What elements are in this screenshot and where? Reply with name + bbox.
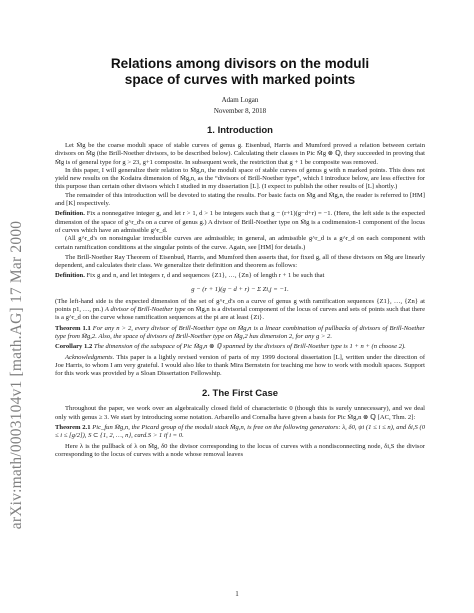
paragraph-6-b: on M̄g,n is a divisorial component of the locus of curves and sets of points such that there is a g^r_d on the curve whose ramification sequences at the pi are at least {Zi}. [55, 306, 425, 322]
paper-title [55, 56, 425, 88]
section-heading-first-case: 2. The First Case [201, 388, 279, 400]
paragraph-6-emphasis: A divisor of Brill-Noether type [104, 306, 186, 314]
arxiv-sidebar [6, 180, 28, 570]
theorem-2-1 [55, 424, 425, 441]
acknowledgments-label: Acknowledgments. [65, 353, 115, 361]
paragraph-4: (All g^r_d's on nonsingular irreducible curves are admissible; in general, an admissible g^r_d is a g^r_d on each component with certain ramification conditions at the singular points of the curve. Again, see [HM] for details.) [55, 235, 425, 251]
definition-1 [55, 210, 425, 235]
paragraph-2: In this paper, I will generalize their relation to M̄g,n, the moduli space of stable curves of genus g with n marked points. This does not yield new results on the Kodaira dimension of M̄g,n, as the “divisors of Brill-Noether type”, which I introduce below, are less effective for this purpose than certain other divisors which I studied in my dissertation [L]. (I expect to publish the other results of [L] shortly.) [55, 166, 425, 191]
paragraph-8: Here λ is the pullback of λ on M̄g, δ0 the divisor corresponding to the locus of curves with a nondisconnecting node, δi,S the divisor corresponding to the locus of curves with a node whose removal leaves [55, 442, 425, 458]
definition-1-label: Definition. [55, 210, 85, 218]
acknowledgments [55, 354, 425, 379]
section-heading-introduction: 1. Introduction [207, 125, 273, 136]
author: Adam Logan [221, 96, 259, 104]
theorem-2-1-label: Theorem 2.1 [55, 424, 91, 432]
theorem-2-1-text: Pic_fun M̄g,n, the Picard group of the moduli stack M̄g,n, is free on the following generators: λ, δ0, ψi (1 ≤ i ≤ n), and δi,S (0 ≤ i ≤ [g/2]), S ⊂ {1, 2, …, n}, card.S > 1 if i = 0. [55, 424, 425, 440]
definition-2-text: Fix g and n, and let integers r, d and sequences {Z1}, …, {Zn} of length r + 1 be such that [86, 272, 325, 280]
theorem-1-1-text: For any n > 2, every divisor of Brill-Noether type on M̄g,n is a linear combination of pullbacks of divisors of Brill-Noether type from M̄g,2. Also, the space of divisors of Brill-Noether type on M̄g,2 has dimension 2, for any g > 2. [55, 324, 425, 340]
paper-page [55, 0, 425, 459]
definition-2-label: Definition. [55, 272, 85, 280]
definition-1-text: Fix a nonnegative integer g, and let r > 1, d > 1 be integers such that g − (r+1)(g−d+r) = −1. (Here, the left side is the expected dimension of the space of g^r_d's on a curve of genus g.) A divisor of Brill-Noether type on M̄g is a codimension-1 component of the locus of curves which have an admissible g^r_d. [55, 210, 425, 234]
paragraph-3: The remainder of this introduction will be devoted to stating the results. For basic facts on M̄g and M̄g,n, the reader is referred to [HM] and [K] respectively. [55, 191, 425, 208]
arxiv-identifier: arXiv:math/0003104v1 [math.AG] 17 Mar 2000 [8, 220, 26, 530]
corollary-1-2-label: Corollary 1.2 [55, 343, 93, 351]
corollary-1-2-text: The dimension of the subspace of Pic M̄g,n ⊗ ℚ spanned by the divisors of Brill-Noether type is 1 + n + (n choose 2). [93, 343, 406, 351]
date: November 8, 2018 [213, 107, 267, 115]
acknowledgments-text: This paper is a lightly revised version of parts of my 1999 doctoral dissertation [L], written under the direction of Joe Harris, to whom I am very grateful. I would also like to thank Mira Bernstein for teaching me how to work with moduli spaces. Support for this work was provided by a Sloan Dissertation Fellowship. [55, 353, 426, 378]
title-line-1: Relations among divisors on the moduli [110, 56, 370, 71]
paragraph-6-a: (The left-hand side is the expected dimension of the set of g^r_d's on a curve of genus g with ramification sequences {Z1}, …, {Zn} at points p1, …, pn.) [55, 297, 425, 314]
paragraph-7: Throughout the paper, we work over an algebraically closed field of characteristic 0 (though this is surely unnecessary), and we deal only with genus ≥ 3. We start by introducing some notation. Arbarello and Cornalba have given a basis for Pic M̄g,n ⊗ ℚ [AC, Thm. 2]: [55, 405, 425, 421]
paragraph-6 [55, 298, 425, 323]
theorem-1-1 [55, 325, 425, 342]
display-equation: g − (r + 1)(g − d + r) − Σ Zi,j = −1. [191, 285, 289, 293]
theorem-1-1-label: Theorem 1.1 [55, 324, 91, 332]
title-line-2: space of curves with marked points [124, 72, 356, 87]
paragraph-1: Let M̄g be the coarse moduli space of stable curves of genus g. Eisenbud, Harris and Mumford proved a relation between certain divisors on M̄g (the Brill-Noether divisors, to be described below). Calculating their classes in Pic M̄g ⊗ ℚ, they succeeded in proving that M̄g is of general type for g > 23, g+1 composite. In subsequent work, the restriction that g + 1 be composite was removed. [55, 142, 425, 166]
corollary-1-2 [55, 343, 425, 351]
definition-2 [55, 272, 425, 280]
page-number: 1 [235, 590, 239, 598]
paragraph-5: The Brill-Noether Ray Theorem of Eisenbud, Harris, and Mumford then asserts that, for fixed g, all of these divisors on M̄g are linearly dependent, and calculates their class. We generalize their definition and theorem as follows: [55, 253, 425, 270]
